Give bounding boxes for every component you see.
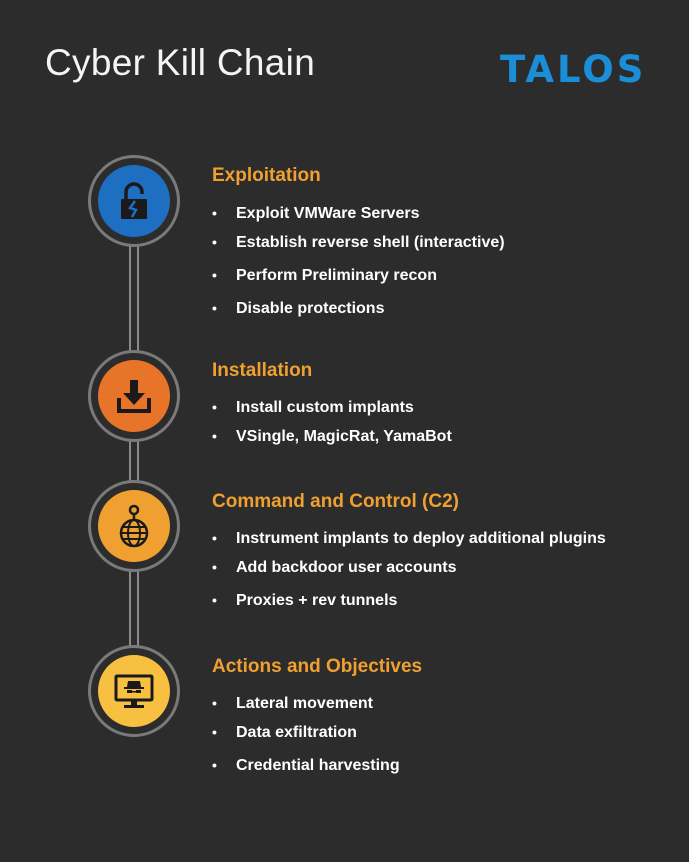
stage-bullets-exploitation bbox=[212, 199, 505, 323]
stage-title-actions-and-objectives: Actions and Objectives bbox=[212, 656, 423, 677]
chain-connector bbox=[129, 245, 139, 353]
stage-icon-actions-and-objectives bbox=[88, 645, 180, 737]
broken-lock-icon bbox=[112, 179, 156, 223]
stage-title-installation: Installation bbox=[212, 360, 313, 381]
stage-icon-installation bbox=[88, 350, 180, 442]
stage-bullets-actions-and-objectives bbox=[212, 689, 400, 780]
stage-title-exploitation: Exploitation bbox=[212, 165, 321, 186]
list-item: • Install custom implants bbox=[212, 393, 452, 422]
chain-connector bbox=[129, 570, 139, 648]
list-item: • VSingle, MagicRat, YamaBot bbox=[212, 422, 452, 451]
list-item: • Proxies + rev tunnels bbox=[212, 586, 606, 615]
globe-antenna-icon bbox=[111, 503, 157, 549]
list-item: • Instrument implants to deploy additional plugins bbox=[212, 524, 606, 553]
stage-title-command-and-control: Command and Control (C2) bbox=[212, 491, 459, 512]
talos-logo: TALOS bbox=[500, 48, 647, 91]
stage-bullets-installation bbox=[212, 393, 452, 451]
stage-icon-command-and-control bbox=[88, 480, 180, 572]
list-item: • Credential harvesting bbox=[212, 751, 400, 780]
list-item: • Establish reverse shell (interactive) bbox=[212, 228, 505, 257]
list-item: • Data exfiltration bbox=[212, 718, 400, 747]
spy-monitor-icon bbox=[111, 668, 157, 714]
stage-icon-exploitation bbox=[88, 155, 180, 247]
chain-connector bbox=[129, 440, 139, 482]
list-item: • Disable protections bbox=[212, 294, 505, 323]
list-item: • Add backdoor user accounts bbox=[212, 553, 606, 582]
page-title: Cyber Kill Chain bbox=[45, 42, 316, 83]
stage-bullets-command-and-control bbox=[212, 524, 606, 615]
list-item: • Exploit VMWare Servers bbox=[212, 199, 505, 228]
list-item: • Lateral movement bbox=[212, 689, 400, 718]
download-icon bbox=[112, 374, 156, 418]
list-item: • Perform Preliminary recon bbox=[212, 261, 505, 290]
